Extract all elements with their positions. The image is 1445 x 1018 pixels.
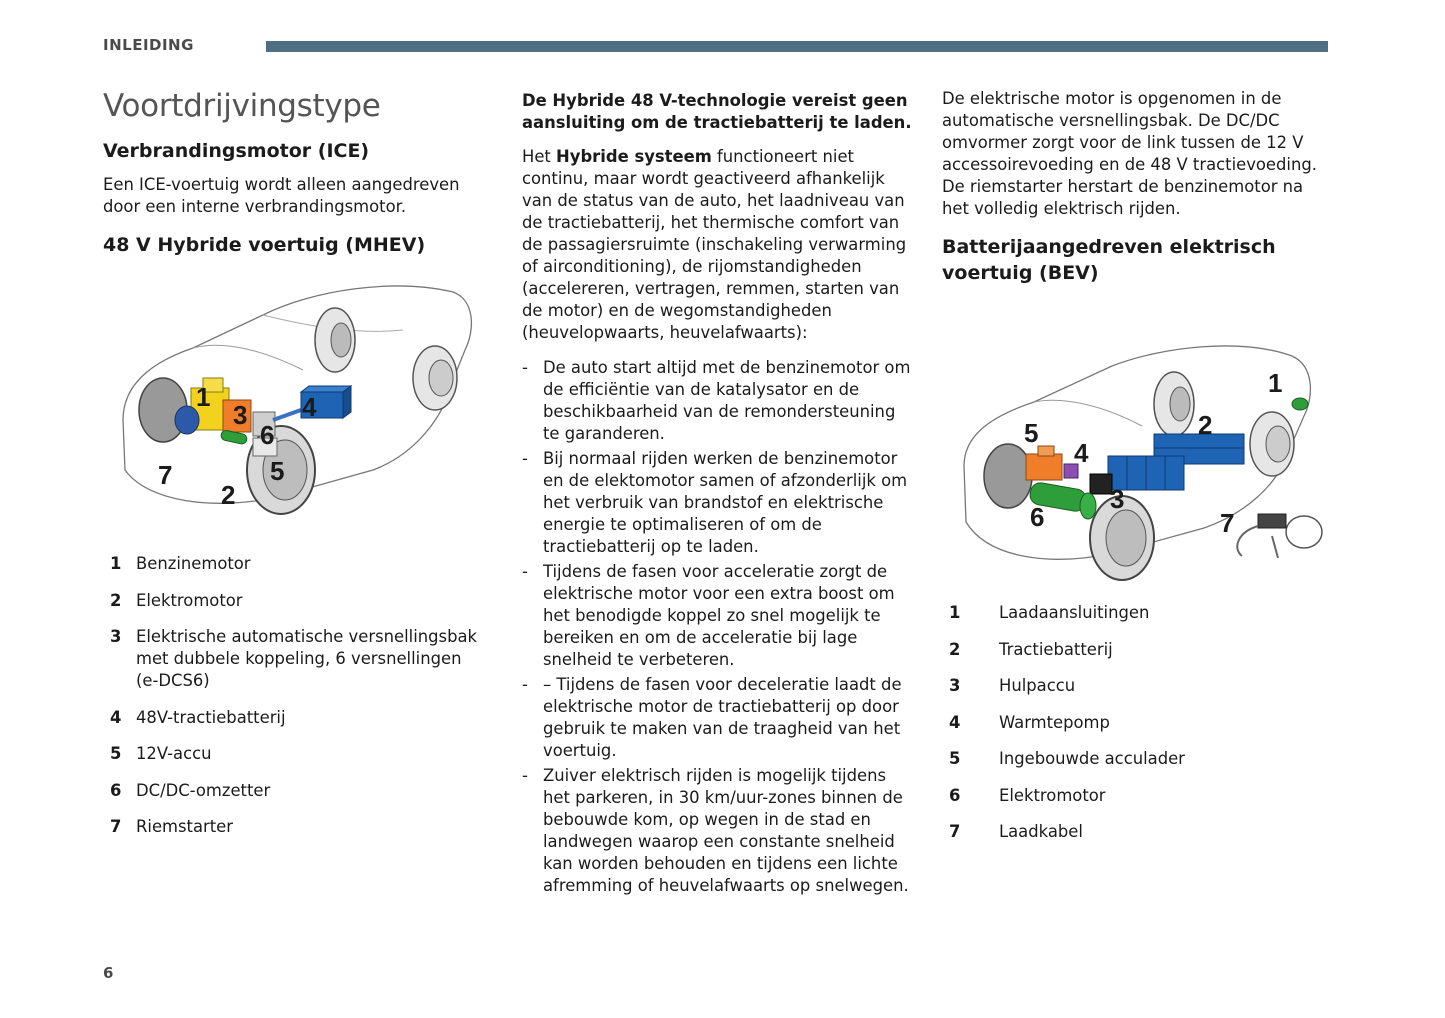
bev-figure-label-3: 3 — [1110, 484, 1125, 514]
legend-item: 2 Elektromotor — [110, 590, 243, 610]
legend-item: 5 12V-accu — [110, 744, 212, 763]
legend-item: 2 Tractiebatterij — [949, 639, 1113, 659]
legend-item: 1 Benzinemotor — [110, 554, 251, 573]
section-label: INLEIDING — [103, 36, 194, 54]
bev-figure-label-5: 5 — [1024, 418, 1039, 448]
list-item: - De auto start altijd met de benzinemotor om de efficiëntie van de katalysator en de beschikbaarheid van de remondersteuning te garanderen. — [522, 358, 911, 443]
dcdc-paragraph: De elektrische motor is opgenomen in de automatische versnellingsbak. De DC/DC omvormer zorgt voor de link tussen de 12 V accessoirevoeding en de 48 V tractievoeding. De riemstarter herstart de benzinemotor na het volledig elektrisch rijden. — [942, 89, 1317, 218]
bev-legend — [942, 602, 1334, 843]
bev-figure-label-2: 2 — [1198, 410, 1213, 440]
page-number: 6 — [103, 964, 114, 982]
legend-item: 3 Elektrische automatische versnellingsbak met dubbele koppeling, 6 versnellingen (e-DCS6) — [110, 627, 478, 690]
mhev-figure-label-7: 7 — [158, 460, 173, 490]
mhev-figure-label-6: 6 — [260, 420, 275, 450]
hybrid-intro: Het Hybride systeem functioneert niet continu, maar wordt geactiveerd afhankelijk van de status van de auto, het laadniveau van de tractiebatterij, het thermische comfort van de passagiersruimte (inschakeling verwarming of airconditioning), de rijomstandigheden (accelereren, vertragen, remmen, starten van de motor) en de wegomstandigheden (heuvelopwaarts, heuvelafwaarts): — [522, 147, 907, 342]
legend-item: 3 Hulpaccu — [949, 676, 1076, 695]
legend-item: 7 Laadkabel — [949, 822, 1083, 841]
mhev-figure — [103, 270, 483, 528]
legend-item: 5 Ingebouwde acculader — [949, 749, 1185, 768]
bev-heading: Batterijaangedreven elektrisch voertuig (BEV) — [942, 236, 1276, 284]
legend-item: 6 DC/DC-omzetter — [110, 780, 271, 800]
legend-item: 7 Riemstarter — [110, 817, 233, 836]
mhev-figure-label-5: 5 — [270, 456, 285, 486]
mhev-figure-label-1: 1 — [196, 382, 211, 412]
mhev-legend — [103, 553, 483, 838]
legend-item: 4 48V-tractiebatterij — [110, 707, 286, 727]
column-middle — [522, 88, 912, 900]
column-right — [942, 88, 1334, 858]
ice-text: Een ICE-voertuig wordt alleen aangedreven door een interne verbrandingsmotor. — [103, 175, 460, 216]
list-item: - Bij normaal rijden werken de benzinemotor en de elektomotor samen of afzonderlijk om het verbruik van brandstof en elektrische energie te optimaliseren of om de tractiebatterij op te laden. — [522, 449, 908, 556]
bev-figure-label-4: 4 — [1074, 438, 1089, 468]
bev-figure-label-6: 6 — [1030, 502, 1045, 532]
section-bar — [266, 41, 1328, 52]
hybrid-bullets — [522, 357, 912, 897]
legend-item: 6 Elektromotor — [949, 785, 1106, 805]
list-item: - – Tijdens de fasen voor deceleratie laadt de elektrische motor de tractiebatterij op door gebruik te maken van de traagheid van het voertuig. — [522, 675, 902, 760]
mhev-heading: 48 V Hybride voertuig (MHEV) — [103, 234, 426, 256]
bev-car-illustration — [942, 326, 1334, 588]
page-title: Voortdrijvingstype — [103, 88, 381, 124]
legend-item: 1 Laadaansluitingen — [949, 603, 1150, 622]
mhev-figure-label-2: 2 — [221, 480, 236, 510]
list-item: - Tijdens de fasen voor acceleratie zorgt de elektrische motor voor een extra boost om het benodigde koppel zo snel mogelijk te bereiken en om de acceleratie bij lage snelheid te verbeteren. — [522, 562, 895, 669]
legend-item: 4 Warmtepomp — [949, 712, 1110, 732]
column-left — [103, 88, 483, 853]
list-item: - Zuiver elektrisch rijden is mogelijk tijdens het parkeren, in 30 km/uur-zones binnen de bebouwde kom, op wegen in de stad en landwegen waarop een constante snelheid kan worden behouden en tijdens een lichte afremming of heuvelafwaarts op snelwegen. — [522, 766, 909, 895]
mhev-figure-label-4: 4 — [302, 392, 317, 422]
bev-figure-label-7: 7 — [1220, 508, 1235, 538]
mhev-figure-label-3: 3 — [233, 400, 248, 430]
bev-figure-label-1: 1 — [1268, 368, 1283, 398]
bev-figure — [942, 326, 1334, 588]
mhev-lead: De Hybride 48 V-technologie vereist geen aansluiting om de tractiebatterij te laden. — [522, 91, 912, 132]
ice-heading: Verbrandingsmotor (ICE) — [103, 140, 370, 162]
